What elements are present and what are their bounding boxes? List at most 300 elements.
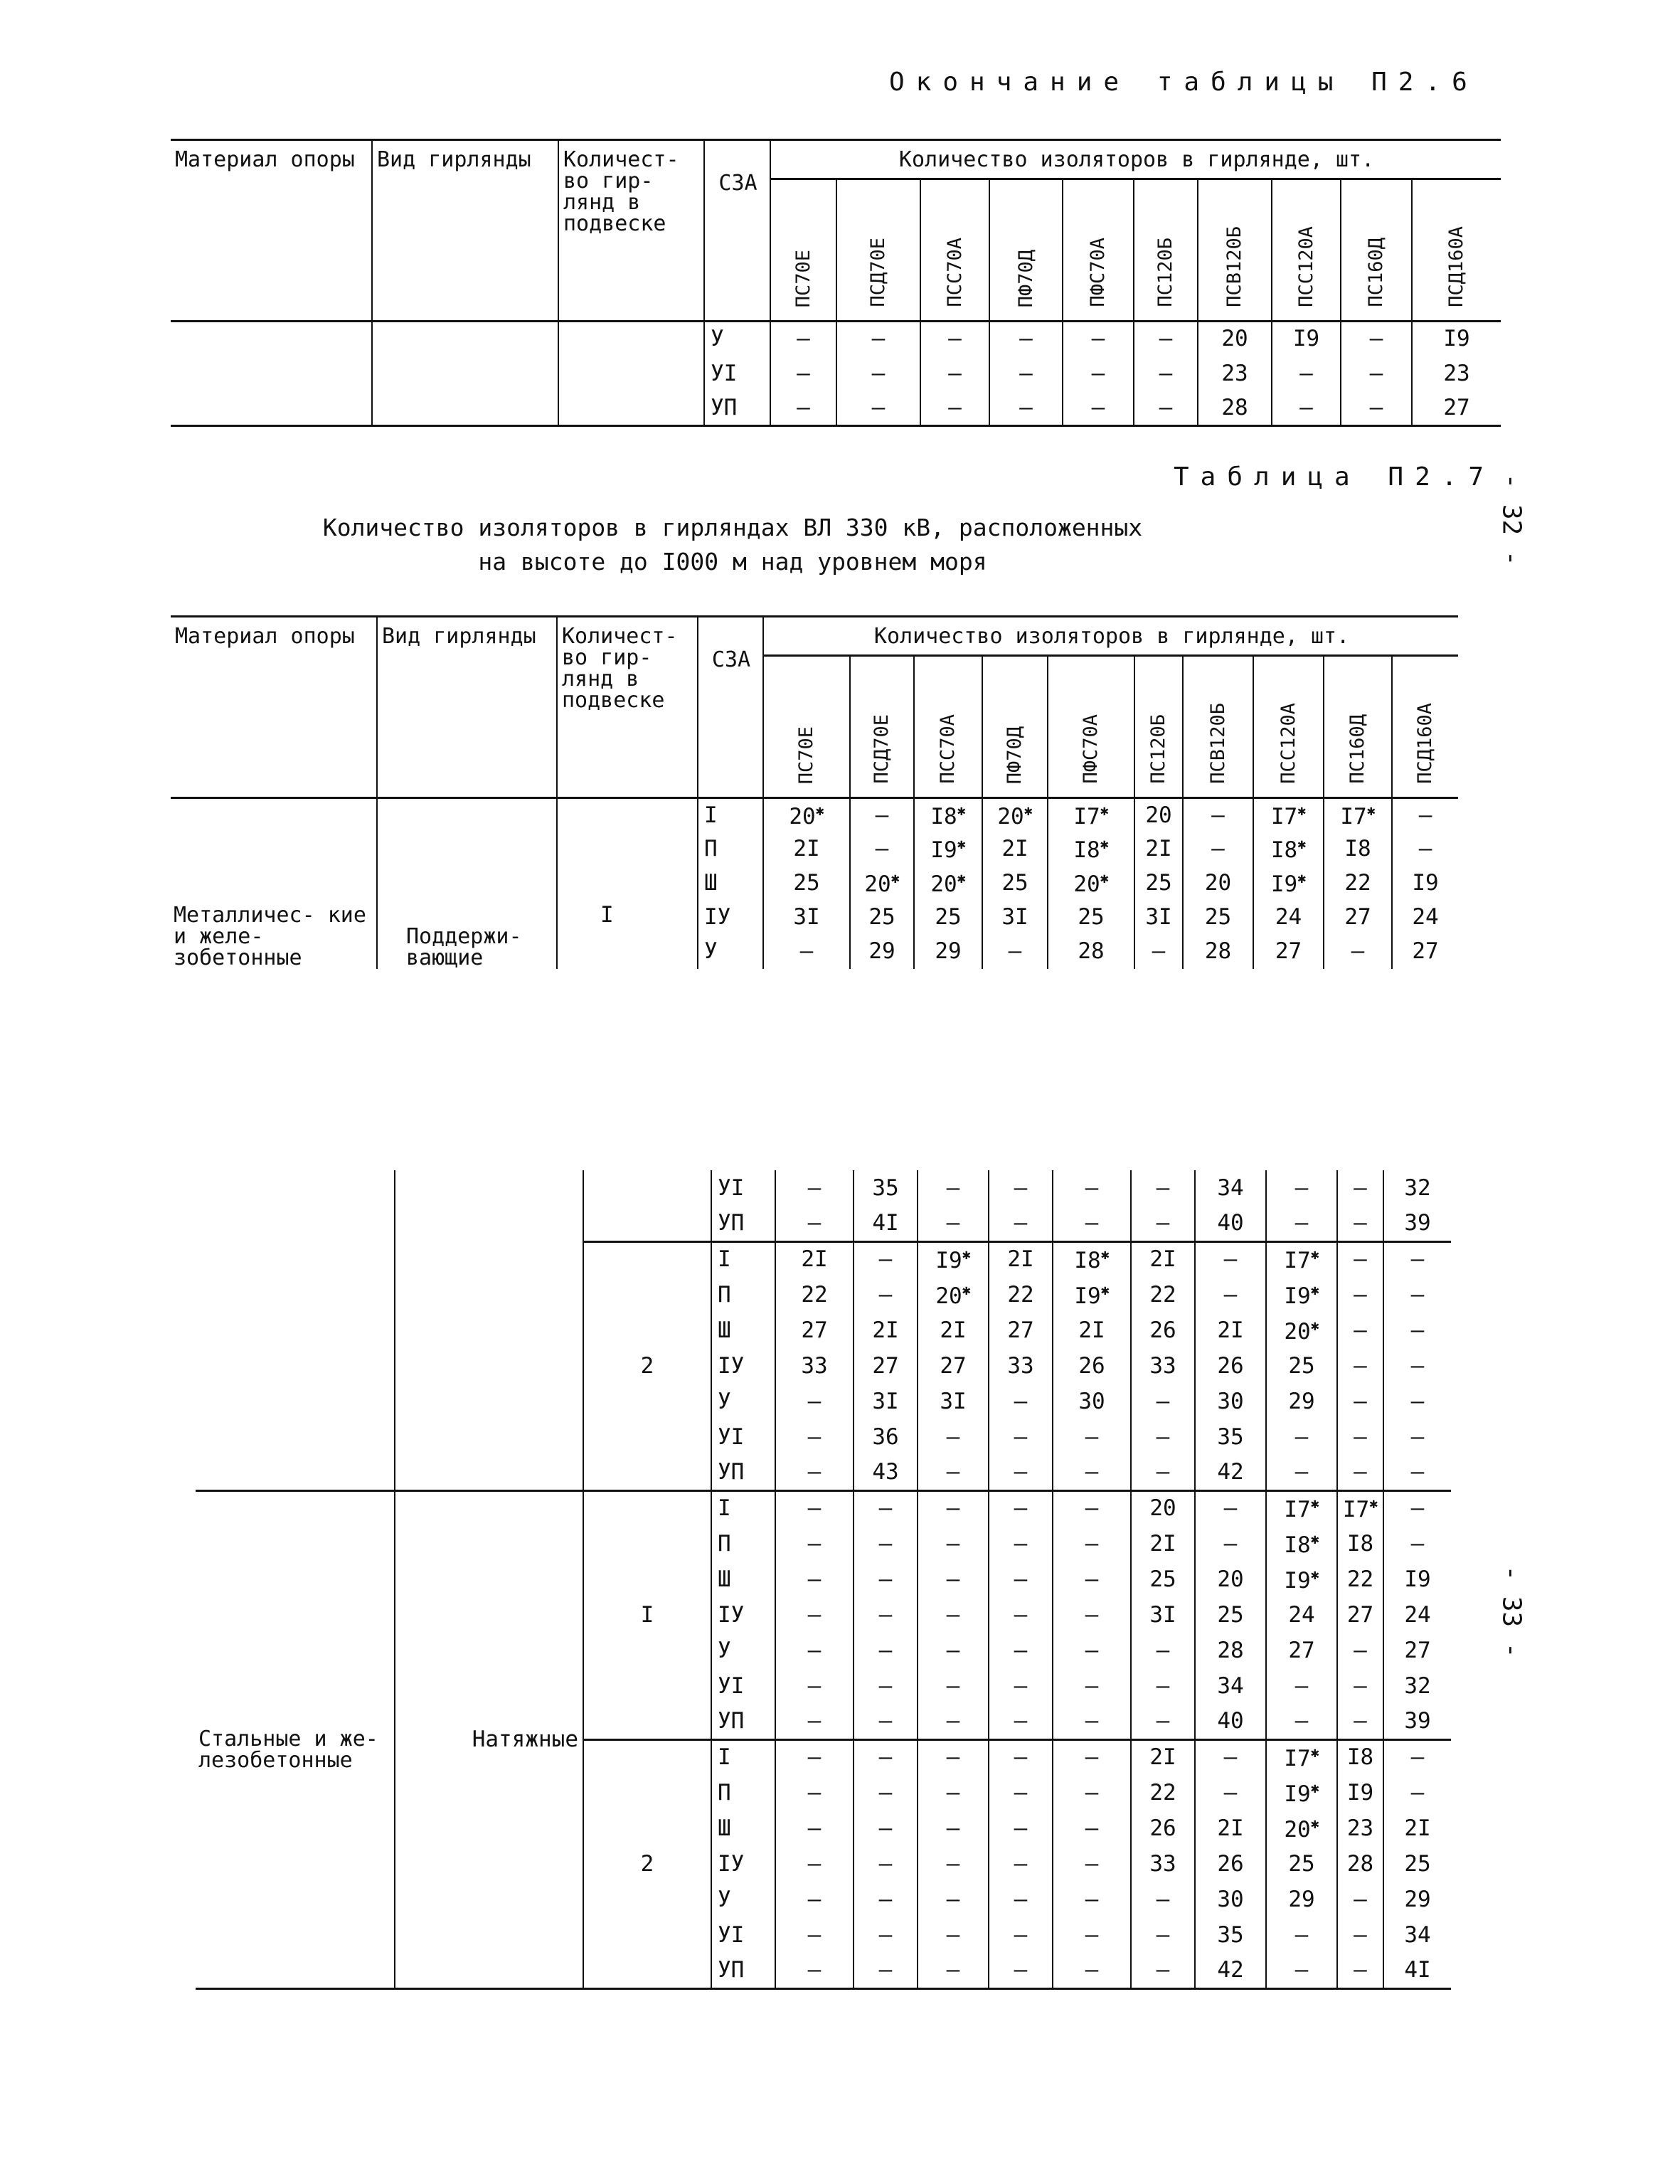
sza-cell: У [711,1882,775,1917]
value-cell [1266,1490,1337,1526]
value-cell: – [854,1490,918,1526]
value-cell: – [1134,322,1198,356]
cell-value: I9 [1284,1781,1311,1807]
column-header [1253,656,1324,798]
column-header [1341,179,1412,322]
value-cell: – [918,1455,989,1490]
value-cell: – [1337,1419,1383,1455]
value-cell: 20 [1134,798,1183,832]
value-cell: I8 [1324,832,1392,866]
cell-value: 20 [789,803,816,829]
value-cell: – [1053,1953,1131,1988]
column-header [1134,179,1198,322]
value-cell: 26 [1131,1313,1195,1348]
value-cell: – [854,1597,918,1633]
value-cell: – [1195,1241,1266,1277]
value-cell: 3I [854,1384,918,1419]
value-cell [1266,1526,1337,1562]
value-cell [1253,832,1324,866]
value-cell: 36 [854,1419,918,1455]
value-cell: – [918,1419,989,1455]
value-cell: – [1383,1526,1451,1562]
footnote-star: ✱ [1310,1530,1319,1547]
value-cell: – [1195,1775,1266,1811]
value-cell: 29 [850,935,914,969]
value-cell [1266,1313,1337,1348]
value-cell [1266,1241,1337,1277]
value-cell [1337,1490,1383,1526]
value-cell: 22 [1131,1277,1195,1313]
footnote-star: ✱ [1100,801,1109,819]
sza-cell: УП [711,1953,775,1988]
page-number-33: - 33 - [1496,1565,1526,1658]
value-cell: – [1053,1633,1131,1668]
value-cell: – [918,1846,989,1882]
value-cell: – [1053,1490,1131,1526]
value-cell: – [1266,1917,1337,1953]
value-cell: 2I [1131,1739,1195,1775]
value-cell: – [989,356,1063,391]
sza-cell: УI [704,356,770,391]
sza-cell: УI [711,1668,775,1704]
table-title-line1: Количество изоляторов в гирляндах ВЛ 330 кВ, расположенных [322,514,1143,541]
sza-cell: I [711,1739,775,1775]
value-cell: – [1337,1917,1383,1953]
value-cell: – [775,1917,854,1953]
header-sza: СЗА [698,617,763,798]
value-cell: 2I [1131,1241,1195,1277]
value-cell: – [1131,1419,1195,1455]
footnote-star: ✱ [962,1281,971,1298]
column-header [1272,179,1341,322]
footnote-star: ✱ [957,835,966,852]
header-insulators: Количество изоляторов в гирлянде, шт. [763,617,1458,656]
column-header-label: ПСД70Е [867,238,889,307]
column-header-label: ПС70Е [795,726,817,784]
value-cell: – [854,1917,918,1953]
value-cell: 40 [1195,1704,1266,1739]
value-cell: – [918,1811,989,1846]
value-cell: – [775,1562,854,1597]
sza-cell: У [711,1633,775,1668]
footnote-star: ✱ [1310,1565,1319,1583]
footnote-star: ✱ [957,869,966,886]
count-cell: I [583,1490,711,1739]
value-cell: 22 [989,1277,1053,1313]
value-cell: – [1341,356,1412,391]
value-cell: 33 [989,1348,1053,1384]
value-cell: 35 [1195,1419,1266,1455]
value-cell: – [763,935,850,969]
cell-value: 20 [1284,1816,1311,1843]
column-header-label: ПСД160А [1445,226,1468,307]
footnote-star: ✱ [1100,835,1109,852]
value-cell: – [1272,391,1341,426]
cell-value: 20 [935,1283,962,1309]
cell-value: I7 [1284,1746,1311,1772]
value-cell: 25 [1266,1846,1337,1882]
value-cell: – [1337,1384,1383,1419]
value-cell: – [1063,356,1134,391]
value-cell: – [854,1846,918,1882]
value-cell: – [1195,1490,1266,1526]
column-header [1392,656,1458,798]
cell-value: I8 [930,803,957,829]
value-cell: 2I [1383,1811,1451,1846]
value-cell: – [1134,935,1183,969]
value-cell: 3I [1134,901,1183,935]
value-cell: 28 [1337,1846,1383,1882]
value-cell: I9 [1383,1562,1451,1597]
value-cell: 35 [854,1170,918,1206]
value-cell: 3I [918,1384,989,1419]
value-cell: – [1392,798,1458,832]
cell-value: I7 [1284,1248,1311,1274]
column-header [770,179,836,322]
column-header [1198,179,1272,322]
value-cell: 25 [1134,866,1183,901]
value-cell: 33 [1131,1348,1195,1384]
value-cell: – [1053,1668,1131,1704]
value-cell: 33 [775,1348,854,1384]
column-header-label: ПСВ120Б [1223,226,1245,307]
cell-value: I7 [1073,803,1100,829]
cell-value: 20 [930,871,957,897]
value-cell: – [1383,1384,1451,1419]
footnote-star: ✱ [1310,1814,1319,1832]
cell-value: I7 [1270,803,1298,829]
footnote-star: ✱ [1024,801,1033,819]
column-header-label: ПФС70А [1087,238,1109,307]
value-cell: 27 [1383,1633,1451,1668]
value-cell: 29 [1266,1384,1337,1419]
column-header [1324,656,1392,798]
sza-cell: IУ [711,1597,775,1633]
value-cell: 24 [1383,1597,1451,1633]
value-cell [982,798,1048,832]
value-cell: 23 [1337,1811,1383,1846]
value-cell: 2I [1195,1313,1266,1348]
value-cell: 20 [1131,1490,1195,1526]
footnote-star: ✱ [1366,801,1376,819]
column-header-label: ПФС70А [1080,714,1102,784]
value-cell [918,1277,989,1313]
sza-cell: УI [711,1917,775,1953]
value-cell: – [1383,1739,1451,1775]
value-cell: – [989,1419,1053,1455]
value-cell: – [854,1704,918,1739]
table-row [196,1490,1451,1526]
value-cell: – [1131,1668,1195,1704]
value-cell: 22 [775,1277,854,1313]
vid-cell: Натяжные [395,1490,583,1988]
value-cell: 30 [1195,1384,1266,1419]
value-cell: – [918,1739,989,1775]
column-header [1412,179,1501,322]
value-cell: 25 [1383,1846,1451,1882]
cell-value: 20 [1284,1318,1311,1345]
value-cell: – [1383,1775,1451,1811]
column-header [982,656,1048,798]
value-cell: – [1053,1704,1131,1739]
value-cell: – [1337,1348,1383,1384]
value-cell: – [775,1170,854,1206]
column-header [836,179,920,322]
value-cell: – [775,1419,854,1455]
value-cell: – [1053,1846,1131,1882]
value-cell: – [989,1704,1053,1739]
value-cell: – [989,391,1063,426]
value-cell [1048,832,1134,866]
value-cell: 28 [1183,935,1253,969]
value-cell: 30 [1053,1384,1131,1419]
value-cell: 4I [854,1206,918,1241]
value-cell: 26 [1195,1348,1266,1384]
value-cell: 23 [1412,356,1501,391]
value-cell: – [854,1633,918,1668]
header-count: Количест- во гир- лянд в подвеске [557,617,698,798]
value-cell: 25 [850,901,914,935]
value-cell: – [918,1704,989,1739]
value-cell: – [1053,1562,1131,1597]
value-cell: – [918,1882,989,1917]
column-header [1048,656,1134,798]
value-cell: – [920,322,989,356]
sza-cell: УП [711,1455,775,1490]
value-cell: 32 [1383,1170,1451,1206]
value-cell: – [1337,1206,1383,1241]
vid-cell: Поддержи- вающие [377,798,557,969]
footnote-star: ✱ [1310,1316,1319,1334]
value-cell: 28 [1195,1633,1266,1668]
value-cell: – [1053,1206,1131,1241]
value-cell: – [1337,1277,1383,1313]
value-cell: 22 [1324,866,1392,901]
sza-cell: I [698,798,763,832]
value-cell: – [989,1882,1053,1917]
value-cell: – [1383,1241,1451,1277]
value-cell: – [1131,1953,1195,1988]
value-cell: – [1131,1206,1195,1241]
value-cell: – [1337,1455,1383,1490]
column-header [850,656,914,798]
value-cell: 42 [1195,1455,1266,1490]
value-cell: – [775,1490,854,1526]
value-cell: – [918,1633,989,1668]
value-cell: 20 [1195,1562,1266,1597]
value-cell: 26 [1131,1811,1195,1846]
value-cell: – [854,1562,918,1597]
table-p26-end [171,139,1501,427]
sza-cell: У [704,322,770,356]
table-p27-part2 [196,1170,1451,1990]
vid-cell [372,322,558,426]
value-cell: – [918,1775,989,1811]
cell-value: I9 [1284,1567,1311,1594]
value-cell: – [989,1490,1053,1526]
value-cell: 34 [1195,1668,1266,1704]
value-cell: – [775,1206,854,1241]
value-cell [1266,1811,1337,1846]
value-cell: 22 [1131,1775,1195,1811]
value-cell: – [1266,1953,1337,1988]
value-cell: 27 [1324,901,1392,935]
value-cell: – [989,1739,1053,1775]
value-cell: – [1341,322,1412,356]
value-cell: – [775,1384,854,1419]
value-cell: – [1266,1704,1337,1739]
value-cell: 3I [1131,1597,1195,1633]
value-cell: – [1383,1419,1451,1455]
value-cell: – [918,1206,989,1241]
footnote-star: ✱ [890,869,900,886]
value-cell: – [836,322,920,356]
header-vid: Вид гирлянды [377,617,557,798]
value-cell: I8 [1337,1739,1383,1775]
value-cell: 25 [1266,1348,1337,1384]
value-cell: – [854,1241,918,1277]
value-cell: 2I [1134,832,1183,866]
value-cell: – [1337,1313,1383,1348]
footnote-star: ✱ [1100,1246,1110,1263]
value-cell: – [989,1846,1053,1882]
count-cell: I [557,798,698,969]
value-cell: – [1131,1633,1195,1668]
value-cell: 27 [1392,935,1458,969]
sza-cell: Ш [711,1811,775,1846]
value-cell: – [918,1170,989,1206]
value-cell [1053,1241,1131,1277]
value-cell: 2I [1195,1811,1266,1846]
value-cell: 24 [1266,1597,1337,1633]
value-cell: – [918,1953,989,1988]
value-cell: 27 [1337,1597,1383,1633]
column-header [1063,179,1134,322]
cell-value: I8 [1284,1532,1311,1558]
cell-value: I7 [1284,1497,1311,1523]
value-cell: – [1131,1882,1195,1917]
column-header-label: ПС70Е [792,249,814,307]
value-cell: – [989,1917,1053,1953]
value-cell: 2I [1053,1313,1131,1348]
header-sza: СЗА [704,140,770,322]
value-cell: – [989,1206,1053,1241]
value-cell: – [1272,356,1341,391]
value-cell: – [982,935,1048,969]
value-cell: 27 [1412,391,1501,426]
material-cell: Стальные и же- лезобетонные [198,1727,378,1773]
value-cell: – [918,1917,989,1953]
value-cell: – [989,1953,1053,1988]
sza-cell: IУ [711,1846,775,1882]
value-cell: – [920,356,989,391]
value-cell: 27 [989,1313,1053,1348]
value-cell: 29 [1266,1882,1337,1917]
table-p27-part1 [171,615,1458,969]
value-cell: – [854,1277,918,1313]
value-cell: – [1063,391,1134,426]
sza-cell: У [711,1384,775,1419]
value-cell [1266,1775,1337,1811]
value-cell: 24 [1253,901,1324,935]
sza-cell: УП [711,1704,775,1739]
value-cell: I9 [1412,322,1501,356]
footnote-star: ✱ [962,1246,971,1263]
value-cell: – [770,356,836,391]
value-cell: – [920,391,989,426]
count-cell: 2 [583,1241,711,1490]
value-cell: – [854,1882,918,1917]
cell-value: I9 [1284,1283,1311,1309]
value-cell: – [1266,1206,1337,1241]
value-cell [1266,1562,1337,1597]
footnote-star: ✱ [1310,1779,1319,1796]
value-cell: – [1337,1170,1383,1206]
value-cell: 27 [1266,1633,1337,1668]
value-cell: – [850,832,914,866]
value-cell: – [770,322,836,356]
value-cell: – [854,1953,918,1988]
footnote-star: ✱ [1297,869,1307,886]
value-cell: – [775,1882,854,1917]
value-cell: – [854,1811,918,1846]
vid-cell [395,1170,583,1490]
value-cell: – [989,1811,1053,1846]
value-cell: – [775,1704,854,1739]
value-cell: – [1131,1917,1195,1953]
value-cell: 42 [1195,1953,1266,1988]
value-cell: 22 [1337,1562,1383,1597]
footnote-star: ✱ [815,801,824,819]
count-cell [583,1170,711,1241]
table-row [171,322,1501,356]
column-header-label: ПС160Д [1365,238,1387,307]
value-cell: 25 [1195,1597,1266,1633]
value-cell: 25 [1183,901,1253,935]
footnote-star: ✱ [1310,1744,1319,1761]
value-cell: – [775,1811,854,1846]
value-cell [1324,798,1392,832]
value-cell: – [1053,1739,1131,1775]
value-cell: – [918,1668,989,1704]
cell-value: I7 [1342,1497,1370,1523]
footnote-star: ✱ [1100,1281,1110,1298]
column-header-label: ПФ70Д [1014,249,1037,307]
value-cell: – [1131,1704,1195,1739]
value-cell: – [854,1739,918,1775]
cell-value: I7 [1340,803,1367,829]
material-cell: Металличес- кие и желе- зобетонные [174,902,366,970]
value-cell: – [1392,832,1458,866]
column-header-label: ПСД160А [1414,703,1437,784]
value-cell: 3I [982,901,1048,935]
value-cell: 43 [854,1455,918,1490]
value-cell [1266,1277,1337,1313]
value-cell: – [989,1455,1053,1490]
value-cell: – [1337,1704,1383,1739]
value-cell: – [1266,1455,1337,1490]
cell-value: I9 [1270,871,1298,897]
sza-cell: П [711,1277,775,1313]
value-cell: – [1131,1384,1195,1419]
value-cell: – [1053,1775,1131,1811]
cell-value: 20 [864,871,891,897]
value-cell: – [1341,391,1412,426]
sza-cell: I [711,1241,775,1277]
value-cell: – [1266,1668,1337,1704]
header-insulators: Количество изоляторов в гирлянде, шт. [770,140,1501,179]
value-cell: – [1053,1455,1131,1490]
